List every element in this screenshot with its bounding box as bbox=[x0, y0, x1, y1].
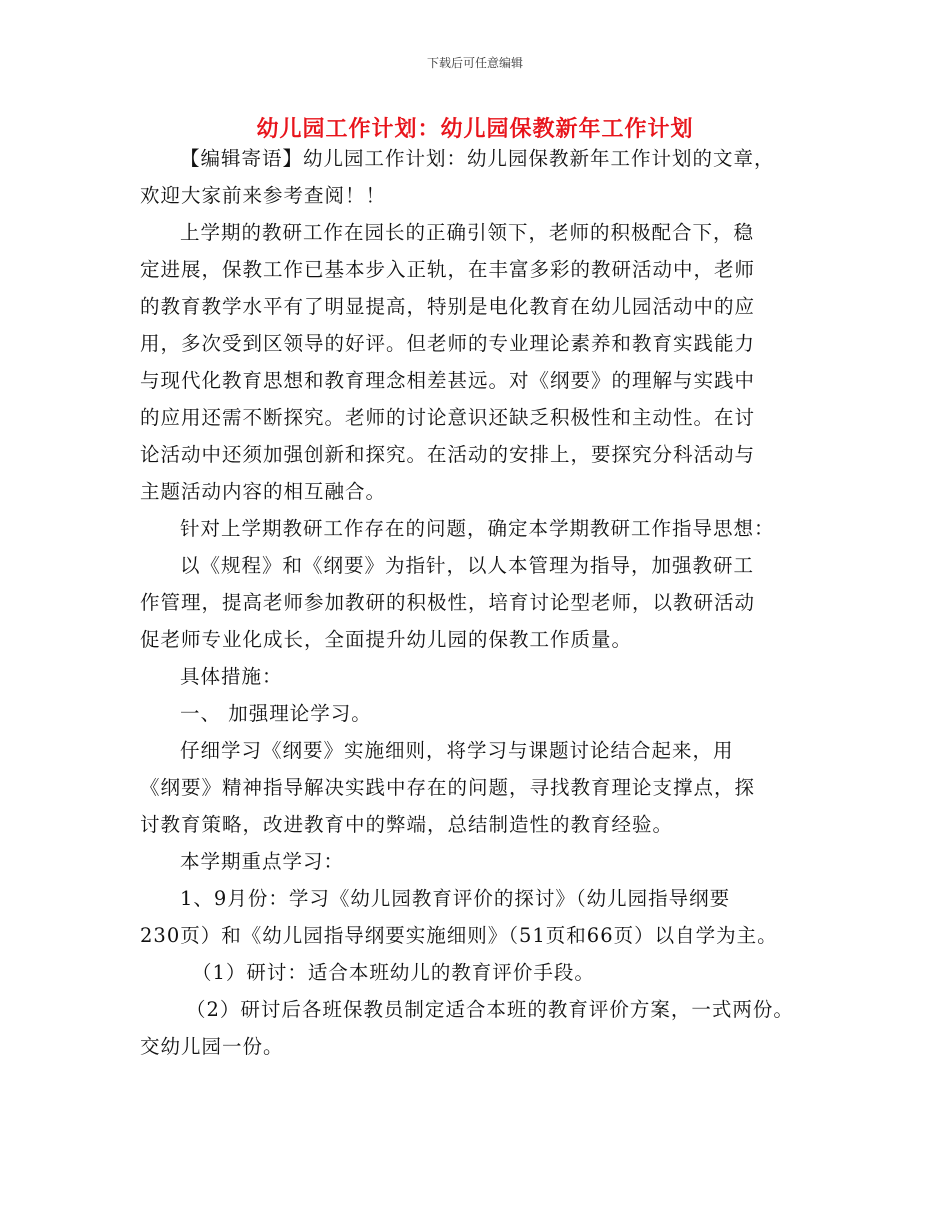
paragraph-line: 的教育教学水平有了明显提高，特别是电化教育在幼儿园活动中的应 bbox=[140, 295, 756, 318]
paragraph-line: 230页）和《幼儿园指导纲要实施细则》（51页和66页）以自学为主。 bbox=[140, 924, 778, 947]
page-header: 下载后可任意编辑 bbox=[426, 56, 523, 70]
paragraph-line: 促老师专业化成长，全面提升幼儿园的保教工作质量。 bbox=[140, 628, 633, 651]
paragraph-line: 仔细学习《纲要》实施细则，将学习与课题讨论结合起来，用 bbox=[180, 739, 734, 762]
paragraph-line: 【编辑寄语】幼儿园工作计划：幼儿园保教新年工作计划的文章， bbox=[180, 147, 775, 170]
document-title: 幼儿园工作计划：幼儿园保教新年工作计划 bbox=[256, 117, 694, 142]
paragraph-line: 讨教育策略，改进教育中的弊端，总结制造性的教育经验。 bbox=[140, 813, 674, 836]
list-item: （2）研讨后各班保教员制定适合本班的教育评价方案，一式两份。 bbox=[186, 998, 794, 1021]
list-item: （1）研讨：适合本班幼儿的教育评价手段。 bbox=[192, 961, 595, 984]
document-body bbox=[140, 140, 820, 1065]
paragraph-line: 作管理，提高老师参加教研的积极性，培育讨论型老师，以教研活动 bbox=[140, 591, 756, 614]
paragraph-line: 1、9月份：学习《幼儿园教育评价的探讨》（幼儿园指导纲要 bbox=[180, 887, 731, 910]
paragraph-line: 用，多次受到区领导的好评。但老师的专业理论素养和教育实践能力 bbox=[140, 332, 756, 355]
paragraph-line: 以《规程》和《纲要》为指针，以人本管理为指导，加强教研工 bbox=[180, 554, 755, 577]
paragraph-line: 具体措施： bbox=[180, 665, 283, 688]
paragraph-line: 本学期重点学习： bbox=[180, 850, 345, 873]
section-heading: 一、 加强理论学习。 bbox=[180, 702, 372, 725]
paragraph-line: 针对上学期教研工作存在的问题，确定本学期教研工作指导思想： bbox=[180, 517, 775, 540]
paragraph-line: 欢迎大家前来参考查阅！！ bbox=[140, 184, 387, 207]
paragraph-line: 上学期的教研工作在园长的正确引领下，老师的积极配合下，稳 bbox=[180, 221, 755, 244]
paragraph-line: 与现代化教育思想和教育理念相差甚远。对《纲要》的理解与实践中 bbox=[140, 369, 756, 392]
paragraph-line: 主题活动内容的相互融合。 bbox=[140, 480, 387, 503]
paragraph-line: 的应用还需不断探究。老师的讨论意识还缺乏积极性和主动性。在讨 bbox=[140, 406, 756, 429]
paragraph-line: 定进展，保教工作已基本步入正轨，在丰富多彩的教研活动中，老师 bbox=[140, 258, 756, 281]
paragraph-line: 交幼儿园一份。 bbox=[140, 1035, 284, 1058]
paragraph-line: 论活动中还须加强创新和探究。在活动的安排上，要探究分科活动与 bbox=[140, 443, 756, 466]
paragraph-line: 《纲要》精神指导解决实践中存在的问题，寻找教育理论支撑点，探 bbox=[140, 776, 756, 799]
